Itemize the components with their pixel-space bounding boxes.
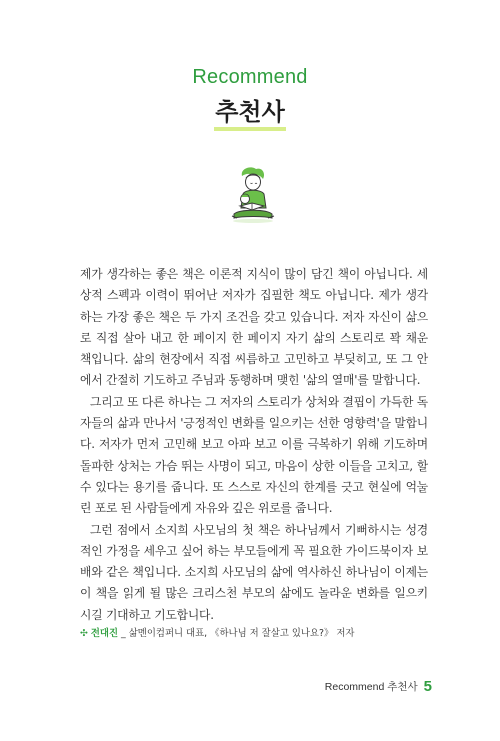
running-title: Recommend 추천사 bbox=[324, 681, 418, 693]
recommender-name: 전대진 bbox=[90, 628, 119, 639]
parent-child-reading-illustration bbox=[226, 166, 278, 226]
section-label: Recommend bbox=[192, 66, 308, 88]
recommender-signature bbox=[80, 625, 440, 639]
cross-ornament-icon: ✣ bbox=[80, 628, 88, 639]
page-footer bbox=[325, 678, 432, 695]
paragraph: 그런 점에서 소지희 사모님의 첫 책은 하나님께서 기뻐하시는 성경적인 가정을 세우고 싶어 하는 부모들에게 꼭 필요한 가이드북이자 보배와 같은 책입니다. 소지희 사모님의 삶에 역사하신 하나님이 이제는 이 책을 읽게 될 많은 크리스천 부모의 삶에도 놀라운 변화를 일으키시길 기대하고 기도합니다. bbox=[80, 522, 428, 622]
recommendation-body bbox=[80, 264, 428, 626]
paragraph: 그리고 또 다른 하나는 그 저자의 스토리가 상처와 결핍이 가득한 독자들의 삶과 만나서 '긍정적인 변화를 일으키는 선한 영향력'을 말합니다. 저자가 먼저 고민해 보고 아파 보고 이를 극복하기 위해 기도하며 돌파한 상처는 가슴 뛰는 사명이 되고, 마음이 상한 이들을 고치고, 할 수 있다는 용기를 줍니다. 또 스스로 자신의 한계를 긋고 현실에 억눌린 포로 된 사람들에게 자유와 깊은 위로를 줍니다. bbox=[80, 394, 428, 516]
page-title: 추천사 bbox=[215, 98, 285, 126]
signature-separator: _ bbox=[121, 628, 126, 639]
title-highlight-underline bbox=[214, 127, 286, 131]
recommender-description: 삶멘이컴퍼니 대표, 《하나님 저 잘살고 있나요?》 저자 bbox=[128, 628, 355, 639]
paragraph: 제가 생각하는 좋은 책은 이론적 지식이 많이 담긴 책이 아닙니다. 세상적 스펙과 이력이 뛰어난 저자가 집필한 책도 아닙니다. 제가 생각하는 가장 좋은 책은 두 가지 조건을 갖고 있습니다. 저자 자신이 삶으로 직접 살아 내고 한 페이지 한 페이지 자기 삶의 스토리로 꽉 채운 책입니다. 삶의 현장에서 직접 씨름하고 고민하고 부딪히고, 또 그 안에서 간절히 기도하고 주님과 동행하며 맺힌 '삶의 열매'를 말합니다. bbox=[80, 267, 428, 388]
page-number: 5 bbox=[423, 678, 432, 695]
